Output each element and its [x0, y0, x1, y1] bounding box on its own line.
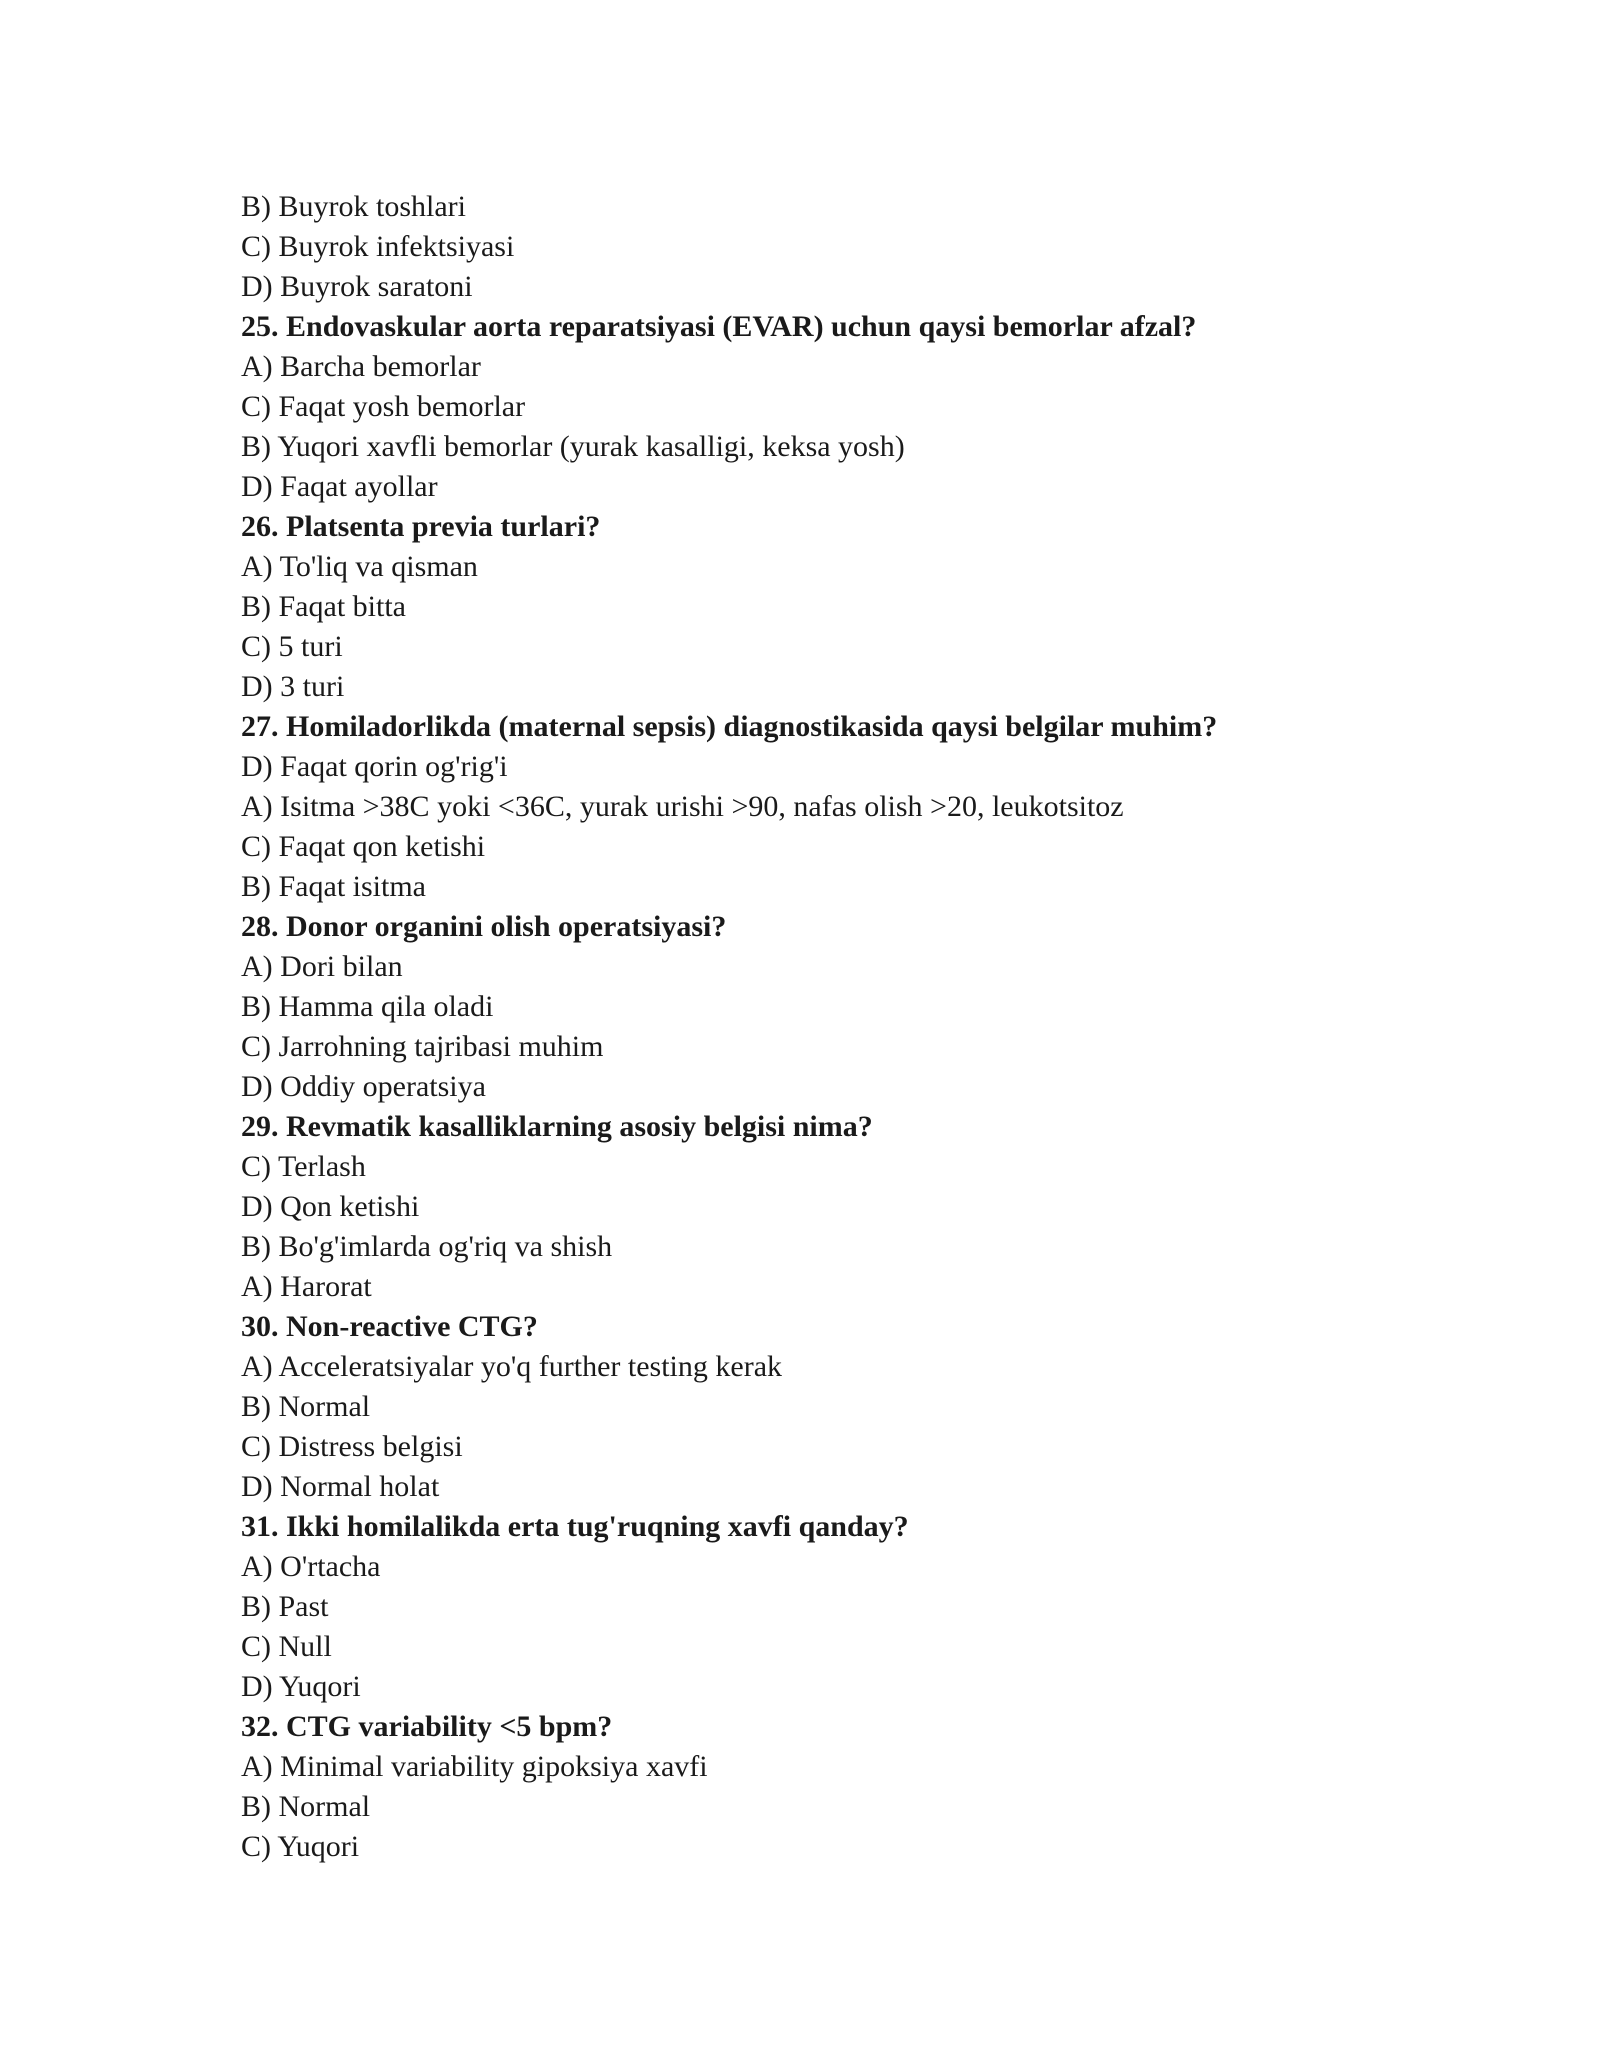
answer-option: C) Distress belgisi — [241, 1430, 463, 1463]
answer-option: C) Yuqori — [241, 1830, 360, 1863]
answer-option: C) Faqat qon ketishi — [241, 830, 486, 863]
answer-option: B) Yuqori xavfli bemorlar (yurak kasalligi, keksa yosh) — [241, 430, 905, 463]
answer-option: B) Hamma qila oladi — [241, 990, 494, 1023]
answer-option: C) Null — [241, 1630, 332, 1663]
question-heading: 32. CTG variability <5 bpm? — [241, 1710, 613, 1743]
document-body — [241, 187, 1441, 1867]
answer-option: A) O'rtacha — [241, 1550, 381, 1583]
answer-option: D) 3 turi — [241, 670, 345, 703]
question-heading: 28. Donor organini olish operatsiyasi? — [241, 910, 727, 943]
answer-option: A) Isitma >38C yoki <36C, yurak urishi >90, nafas olish >20, leukotsitoz — [241, 790, 1124, 823]
answer-option: B) Normal — [241, 1390, 371, 1423]
answer-option: C) 5 turi — [241, 630, 343, 663]
question-heading: 31. Ikki homilalikda erta tug'ruqning xavfi qanday? — [241, 1510, 909, 1543]
answer-option: C) Terlash — [241, 1150, 366, 1183]
answer-option: D) Qon ketishi — [241, 1190, 420, 1223]
answer-option: A) Barcha bemorlar — [241, 350, 481, 383]
answer-option: C) Faqat yosh bemorlar — [241, 390, 526, 423]
answer-option: D) Faqat ayollar — [241, 470, 438, 503]
answer-option: A) Dori bilan — [241, 950, 403, 983]
question-heading: 26. Platsenta previa turlari? — [241, 510, 601, 543]
answer-option: A) Minimal variability gipoksiya xavfi — [241, 1750, 708, 1783]
answer-option: B) Faqat bitta — [241, 590, 406, 623]
question-heading: 30. Non-reactive CTG? — [241, 1310, 538, 1343]
answer-option: D) Normal holat — [241, 1470, 440, 1503]
answer-option: A) Harorat — [241, 1270, 372, 1303]
answer-option: C) Buyrok infektsiyasi — [241, 230, 515, 263]
answer-option: D) Yuqori — [241, 1670, 361, 1703]
answer-option: B) Buyrok toshlari — [241, 190, 466, 223]
answer-option: D) Faqat qorin og'rig'i — [241, 750, 508, 783]
answer-option: D) Buyrok saratoni — [241, 270, 473, 303]
answer-option: B) Past — [241, 1590, 329, 1623]
answer-option: B) Normal — [241, 1790, 371, 1823]
answer-option: C) Jarrohning tajribasi muhim — [241, 1030, 604, 1063]
answer-option: D) Oddiy operatsiya — [241, 1070, 486, 1103]
answer-option: B) Bo'g'imlarda og'riq va shish — [241, 1230, 613, 1263]
question-heading: 29. Revmatik kasalliklarning asosiy belgisi nima? — [241, 1110, 873, 1143]
answer-option: A) To'liq va qisman — [241, 550, 478, 583]
question-heading: 27. Homiladorlikda (maternal sepsis) diagnostikasida qaysi belgilar muhim? — [241, 710, 1218, 743]
answer-option: B) Faqat isitma — [241, 870, 426, 903]
answer-option: A) Acceleratsiyalar yo'q further testing kerak — [241, 1350, 783, 1383]
question-heading: 25. Endovaskular aorta reparatsiyasi (EVAR) uchun qaysi bemorlar afzal? — [241, 310, 1197, 343]
